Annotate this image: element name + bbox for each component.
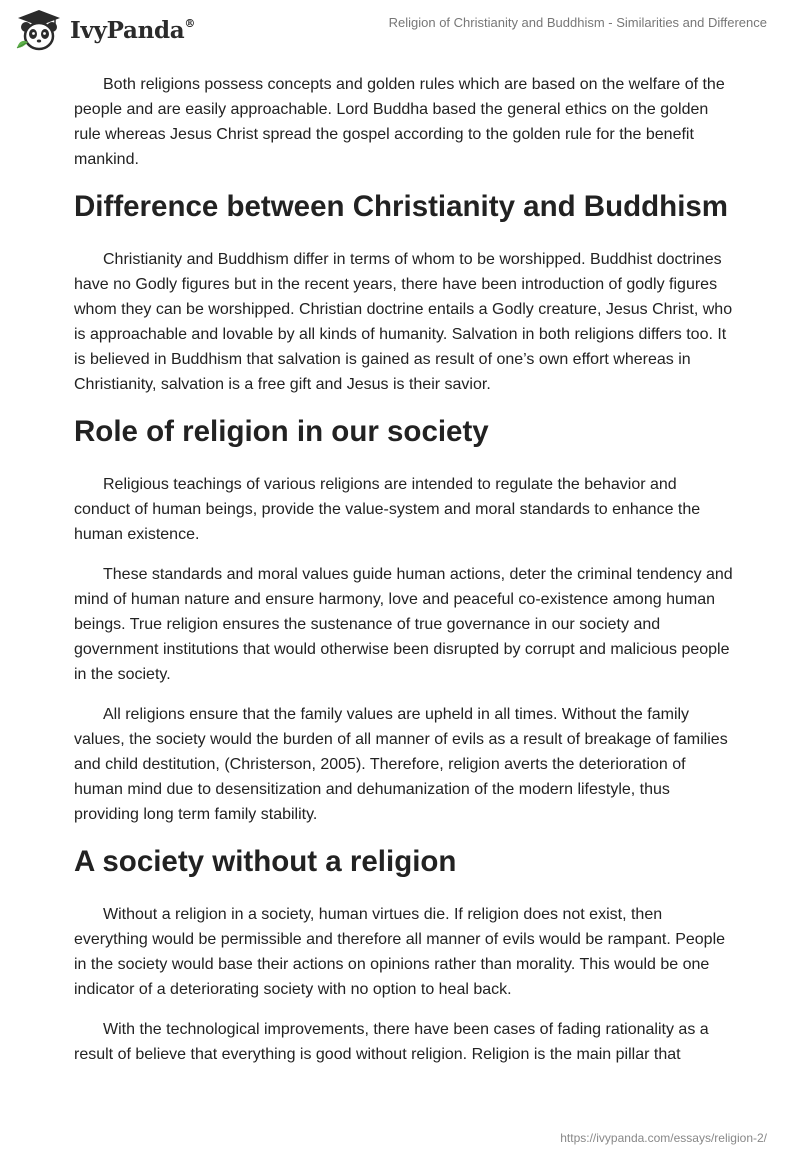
registered-mark: ® — [184, 16, 196, 30]
paragraph-role-2: These standards and moral values guide human actions, deter the criminal tendency and mind of human nature and ensure harmony, love and peaceful co-existence among human beings. True religion ensures the sustenance of true governance in our society and government institutions that would otherwise been disrupted by corrupt and malicious people in the society. — [74, 566, 733, 683]
document-title: Religion of Christianity and Buddhism - Similarities and Difference — [388, 15, 767, 30]
heading-difference: Difference between Christianity and Buddhism — [74, 190, 729, 223]
panda-graduate-icon — [14, 8, 64, 52]
heading-role: Role of religion in our society — [74, 415, 489, 448]
paragraph-difference: Christianity and Buddhism differ in terms of whom to be worshipped. Buddhist doctrines have no Godly figures but in the recent years, there have been introduction of godly figures whom they can be worshipped. Christian doctrine entails a Godly creature, Jesus Christ, who is approachable and lovable by all kinds of humanity. Salvation in both religions differs too. It is believed in Buddhism that salvation is gained as result of one’s own effort whereas in Christianity, salvation is a free gift and Jesus is their savior. — [74, 251, 733, 393]
ivypanda-logo[interactable] — [14, 8, 195, 52]
footer-url-link[interactable]: https://ivypanda.com/essays/religion-2/ — [560, 1131, 767, 1145]
heading-society: A society without a religion — [74, 845, 457, 878]
paragraph-role-1: Religious teachings of various religions are intended to regulate the behavior and conduct of human beings, provide the value-system and moral standards to enhance the human existence. — [74, 476, 701, 543]
paragraph-society-2: With the technological improvements, there have been cases of fading rationality as a result of believe that everything is good without religion. Religion is the main pillar that — [74, 1021, 709, 1063]
essay-content — [74, 72, 734, 1082]
paragraph-society-1: Without a religion in a society, human virtues die. If religion does not exist, then everything would be permissible and therefore all manner of evils would be rampant. People in the society would base their actions on opinions rather than morality. This would be one indicator of a deteriorating society with no option to heal back. — [74, 906, 726, 998]
paragraph-intro: Both religions possess concepts and golden rules which are based on the welfare of the people and are easily approachable. Lord Buddha based the general ethics on the golden rule whereas Jesus Christ spread the gospel according to the golden rule for the benefit mankind. — [74, 76, 725, 168]
logo-name: IvyPanda — [70, 16, 185, 44]
logo-wordmark — [70, 17, 195, 44]
page-header — [0, 0, 800, 60]
paragraph-role-3: All religions ensure that the family values are upheld in all times. Without the family values, the society would the burden of all manner of evils as a result of breakage of families and child destitution, (Christerson, 2005). Therefore, religion averts the deterioration of human mind due to desensitization and dehumanization of the modern lifestyle, thus providing long term family stability. — [74, 706, 728, 823]
